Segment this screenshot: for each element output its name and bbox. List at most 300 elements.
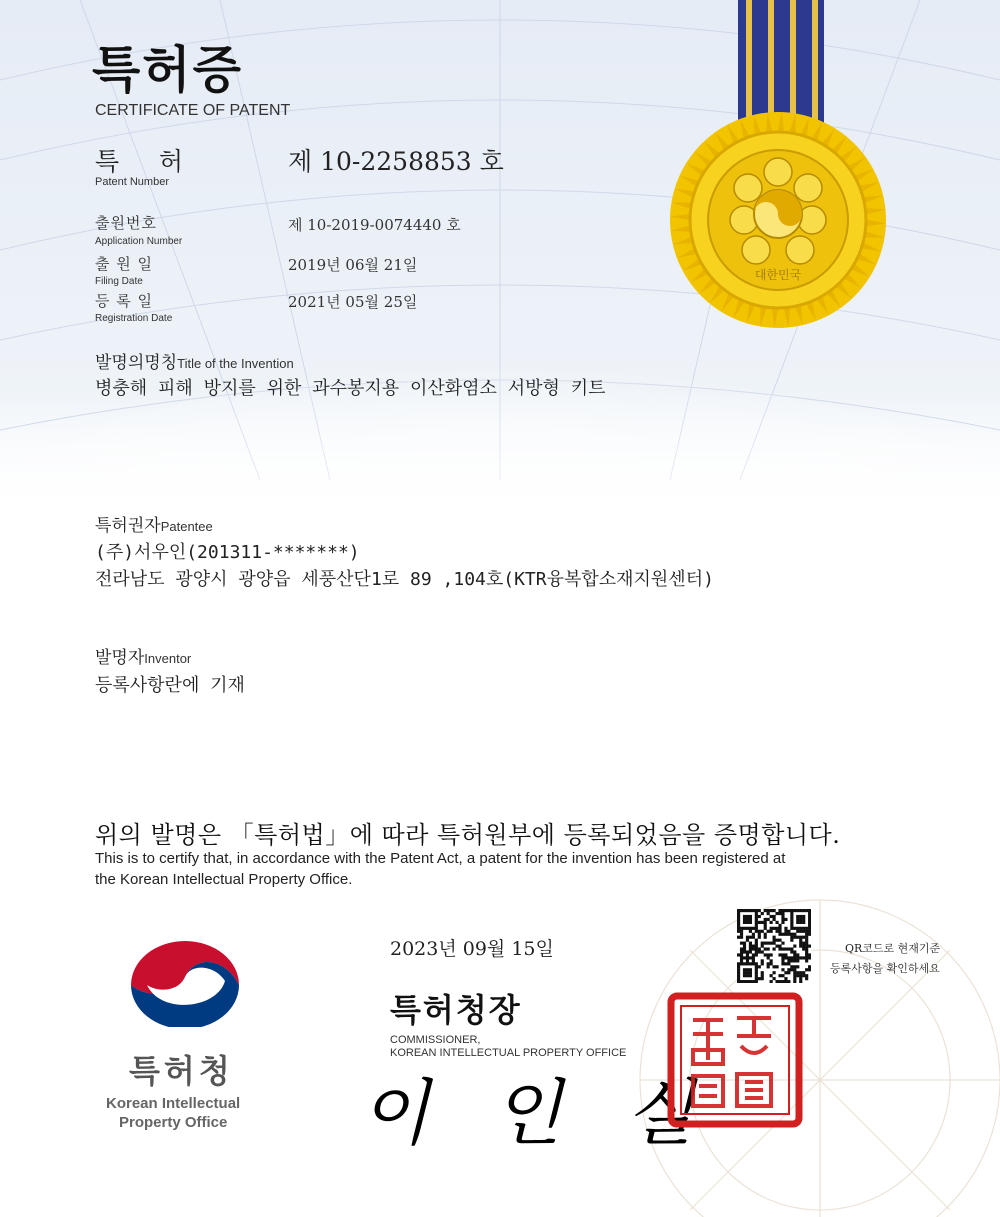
kipo-logo-icon: [125, 935, 245, 1027]
qr-module: [746, 971, 749, 974]
qr-module: [781, 956, 784, 959]
filing-date-value: 2019년 06월 21일: [288, 256, 418, 274]
qr-module: [743, 974, 746, 977]
qr-module: [808, 933, 811, 936]
qr-module: [805, 959, 808, 962]
qr-code[interactable]: [737, 909, 811, 983]
qr-module: [805, 977, 808, 980]
qr-note-line1: QR코드로 현재기준: [845, 942, 941, 955]
qr-module: [805, 930, 808, 933]
qr-module: [758, 915, 761, 918]
qr-module: [793, 909, 796, 912]
qr-module: [749, 974, 752, 977]
qr-module: [790, 924, 793, 927]
qr-module: [746, 921, 749, 924]
qr-module: [752, 956, 755, 959]
qr-module: [761, 974, 764, 977]
qr-module: [740, 953, 743, 956]
qr-module: [740, 980, 743, 983]
qr-module: [770, 930, 773, 933]
qr-module: [805, 933, 808, 936]
qr-module: [737, 965, 740, 968]
qr-module: [740, 950, 743, 953]
qr-module: [805, 909, 808, 912]
qr-module: [767, 956, 770, 959]
qr-module: [778, 947, 781, 950]
qr-module: [808, 927, 811, 930]
qr-module: [761, 945, 764, 948]
qr-module: [749, 915, 752, 918]
qr-module: [737, 927, 740, 930]
qr-module: [793, 956, 796, 959]
qr-module: [787, 968, 790, 971]
qr-module: [778, 924, 781, 927]
certification-statement-en-line2: the Korean Intellectual Property Office.: [95, 871, 353, 888]
qr-module: [784, 947, 787, 950]
qr-module: [796, 909, 799, 912]
qr-module: [737, 962, 740, 965]
qr-module: [773, 971, 776, 974]
qr-module: [793, 945, 796, 948]
qr-module: [755, 977, 758, 980]
qr-module: [767, 909, 770, 912]
patentee-name: (주)서우인(201311-*******): [95, 542, 360, 563]
qr-module: [770, 942, 773, 945]
qr-module: [755, 980, 758, 983]
qr-module: [805, 956, 808, 959]
qr-module: [793, 953, 796, 956]
qr-module: [805, 950, 808, 953]
qr-module: [802, 921, 805, 924]
qr-module: [778, 909, 781, 912]
commissioner-title-en-line2: KOREAN INTELLECTUAL PROPERTY OFFICE: [390, 1047, 627, 1059]
qr-module: [773, 927, 776, 930]
qr-module: [761, 921, 764, 924]
qr-module: [752, 945, 755, 948]
qr-module: [773, 936, 776, 939]
qr-module: [773, 939, 776, 942]
qr-module: [799, 980, 802, 983]
qr-module: [781, 921, 784, 924]
qr-module: [740, 956, 743, 959]
qr-module: [758, 950, 761, 953]
qr-module: [767, 918, 770, 921]
qr-module: [773, 942, 776, 945]
qr-module: [775, 930, 778, 933]
qr-module: [770, 980, 773, 983]
qr-module: [749, 947, 752, 950]
qr-module: [761, 962, 764, 965]
qr-module: [793, 977, 796, 980]
qr-module: [740, 930, 743, 933]
qr-module: [758, 933, 761, 936]
qr-module: [790, 933, 793, 936]
qr-module: [743, 980, 746, 983]
qr-module: [778, 945, 781, 948]
qr-module: [770, 962, 773, 965]
patentee-label-ko: 특허권자: [95, 516, 161, 536]
commissioner-title-ko: 특허청장: [390, 991, 522, 1029]
qr-module: [746, 939, 749, 942]
qr-module: [767, 965, 770, 968]
qr-module: [737, 915, 740, 918]
qr-module: [808, 953, 811, 956]
qr-module: [802, 956, 805, 959]
qr-module: [737, 912, 740, 915]
qr-module: [773, 918, 776, 921]
qr-module: [799, 977, 802, 980]
qr-module: [799, 974, 802, 977]
certification-statement-ko: 위의 발명은 「특허법」에 따라 특허원부에 등록되었음을 증명합니다.: [95, 821, 841, 849]
qr-module: [799, 936, 802, 939]
qr-module: [770, 974, 773, 977]
qr-module: [784, 977, 787, 980]
qr-module: [793, 933, 796, 936]
qr-module: [781, 942, 784, 945]
qr-module: [790, 915, 793, 918]
qr-module: [770, 909, 773, 912]
registration-date-value: 2021년 05월 25일: [288, 293, 418, 311]
qr-module: [781, 953, 784, 956]
qr-module: [746, 918, 749, 921]
qr-module: [767, 912, 770, 915]
qr-module: [755, 942, 758, 945]
qr-module: [784, 918, 787, 921]
qr-module: [787, 947, 790, 950]
qr-module: [749, 980, 752, 983]
qr-module: [740, 962, 743, 965]
qr-module: [775, 939, 778, 942]
qr-module: [778, 980, 781, 983]
qr-module: [749, 909, 752, 912]
qr-module: [746, 915, 749, 918]
qr-module: [787, 909, 790, 912]
qr-module: [790, 918, 793, 921]
qr-module: [770, 915, 773, 918]
qr-module: [752, 947, 755, 950]
qr-module: [802, 945, 805, 948]
qr-module: [767, 953, 770, 956]
qr-module: [775, 965, 778, 968]
qr-module: [755, 921, 758, 924]
qr-module: [796, 918, 799, 921]
qr-module: [737, 971, 740, 974]
inventor-label-en: Inventor: [144, 651, 192, 666]
qr-module: [781, 915, 784, 918]
qr-module: [808, 912, 811, 915]
qr-module: [749, 971, 752, 974]
qr-module: [787, 933, 790, 936]
qr-module: [767, 942, 770, 945]
qr-module: [740, 936, 743, 939]
qr-module: [764, 953, 767, 956]
qr-module: [767, 962, 770, 965]
qr-module: [775, 980, 778, 983]
qr-module: [796, 921, 799, 924]
qr-module: [796, 936, 799, 939]
qr-module: [775, 927, 778, 930]
qr-module: [793, 980, 796, 983]
qr-module: [743, 968, 746, 971]
qr-module: [749, 945, 752, 948]
qr-module: [781, 909, 784, 912]
gold-medal: [670, 112, 886, 328]
qr-module: [799, 971, 802, 974]
qr-module: [805, 947, 808, 950]
qr-module: [755, 930, 758, 933]
qr-module: [752, 959, 755, 962]
qr-module: [737, 921, 740, 924]
qr-module: [778, 933, 781, 936]
qr-module: [787, 956, 790, 959]
qr-module: [805, 953, 808, 956]
qr-module: [808, 918, 811, 921]
qr-module: [764, 918, 767, 921]
qr-module: [784, 971, 787, 974]
certification-statement-en-line1: This is to certify that, in accordance with the Patent Act, a patent for the invention has been registered at: [95, 850, 786, 867]
qr-module: [802, 909, 805, 912]
application-number-label-en: Application Number: [95, 236, 183, 247]
application-number-value: 제 10-2019-0074440 호: [288, 216, 461, 234]
qr-module: [773, 909, 776, 912]
qr-module: [743, 956, 746, 959]
qr-module: [808, 968, 811, 971]
qr-module: [790, 912, 793, 915]
qr-module: [737, 909, 740, 912]
qr-module: [790, 909, 793, 912]
qr-module: [737, 968, 740, 971]
qr-module: [802, 930, 805, 933]
qr-module: [758, 936, 761, 939]
qr-module: [764, 909, 767, 912]
invention-title-label-ko: 발명의명칭: [95, 353, 178, 373]
qr-module: [790, 959, 793, 962]
qr-module: [746, 959, 749, 962]
qr-module: [749, 950, 752, 953]
qr-module: [743, 915, 746, 918]
qr-module: [761, 942, 764, 945]
qr-module: [761, 977, 764, 980]
qr-module: [784, 909, 787, 912]
qr-module: [755, 962, 758, 965]
qr-module: [749, 956, 752, 959]
qr-module: [784, 927, 787, 930]
qr-module: [781, 974, 784, 977]
qr-module: [808, 956, 811, 959]
qr-module: [770, 959, 773, 962]
qr-module: [796, 971, 799, 974]
qr-module: [737, 930, 740, 933]
qr-module: [761, 959, 764, 962]
qr-module: [773, 977, 776, 980]
qr-module: [740, 927, 743, 930]
qr-module: [802, 927, 805, 930]
kipo-name-en-line2: Property Office: [119, 1114, 228, 1131]
qr-module: [743, 927, 746, 930]
qr-module: [805, 936, 808, 939]
qr-module: [805, 939, 808, 942]
qr-module: [775, 945, 778, 948]
qr-module: [796, 930, 799, 933]
qr-module: [743, 950, 746, 953]
qr-module: [737, 924, 740, 927]
medal-seal: [650, 0, 910, 330]
qr-module: [752, 980, 755, 983]
qr-module: [758, 909, 761, 912]
qr-module: [781, 912, 784, 915]
qr-module: [799, 945, 802, 948]
qr-module: [740, 933, 743, 936]
qr-module: [784, 933, 787, 936]
qr-module: [743, 918, 746, 921]
qr-module: [802, 971, 805, 974]
qr-module: [781, 933, 784, 936]
qr-module: [787, 959, 790, 962]
qr-module: [796, 915, 799, 918]
qr-module: [773, 947, 776, 950]
qr-module: [802, 918, 805, 921]
qr-module: [778, 939, 781, 942]
qr-module: [802, 942, 805, 945]
qr-module: [805, 927, 808, 930]
qr-module: [746, 936, 749, 939]
qr-module: [787, 962, 790, 965]
qr-module: [764, 933, 767, 936]
patent-number-label-en: Patent Number: [95, 176, 169, 188]
qr-module: [755, 945, 758, 948]
qr-module: [755, 953, 758, 956]
qr-module: [749, 942, 752, 945]
qr-module: [746, 968, 749, 971]
qr-module: [805, 942, 808, 945]
qr-module: [746, 950, 749, 953]
qr-module: [746, 980, 749, 983]
qr-module: [799, 915, 802, 918]
qr-module: [799, 909, 802, 912]
qr-module: [781, 968, 784, 971]
qr-module: [764, 942, 767, 945]
qr-module: [764, 927, 767, 930]
invention-title-label-en: Title of the Invention: [177, 356, 294, 371]
qr-module: [755, 947, 758, 950]
qr-module: [743, 942, 746, 945]
qr-module: [775, 912, 778, 915]
qr-module: [755, 965, 758, 968]
qr-module: [790, 965, 793, 968]
qr-module: [802, 936, 805, 939]
qr-module: [758, 965, 761, 968]
qr-module: [746, 956, 749, 959]
registration-date-label-en: Registration Date: [95, 313, 173, 324]
invention-title-label: [95, 348, 294, 373]
filing-date-label-en: Filing Date: [95, 276, 143, 287]
qr-module: [746, 953, 749, 956]
application-number-label: 출원번호: [95, 214, 157, 232]
qr-module: [778, 912, 781, 915]
qr-module: [799, 921, 802, 924]
qr-module: [758, 947, 761, 950]
qr-module: [808, 965, 811, 968]
qr-module: [775, 921, 778, 924]
qr-module: [749, 968, 752, 971]
qr-module: [799, 939, 802, 942]
qr-module: [770, 921, 773, 924]
qr-module: [755, 915, 758, 918]
registration-date-label: 등 록 일: [95, 292, 154, 310]
qr-module: [761, 912, 764, 915]
qr-module: [740, 942, 743, 945]
qr-module: [802, 947, 805, 950]
qr-module: [749, 936, 752, 939]
commissioner-signature: 이 인 실: [360, 1071, 715, 1155]
qr-module: [799, 927, 802, 930]
qr-module: [784, 962, 787, 965]
inventor-value: 등록사항란에 기재: [95, 675, 245, 696]
qr-module: [746, 909, 749, 912]
qr-module: [781, 962, 784, 965]
qr-module: [796, 959, 799, 962]
qr-module: [796, 965, 799, 968]
patentee-label: [95, 511, 213, 536]
qr-module: [770, 953, 773, 956]
qr-module: [755, 968, 758, 971]
qr-module: [784, 930, 787, 933]
inventor-label: [95, 643, 191, 668]
qr-module: [743, 971, 746, 974]
qr-module: [758, 921, 761, 924]
qr-module: [767, 947, 770, 950]
qr-module: [743, 962, 746, 965]
qr-module: [805, 945, 808, 948]
qr-module: [740, 909, 743, 912]
official-stamp: [665, 990, 805, 1130]
qr-module: [755, 971, 758, 974]
kipo-name-en-line1: Korean Intellectual: [106, 1095, 241, 1112]
qr-module: [790, 939, 793, 942]
qr-module: [755, 912, 758, 915]
invention-title: 병충해 피해 방지를 위한 과수봉지용 이산화염소 서방형 키트: [95, 378, 606, 399]
qr-module: [784, 953, 787, 956]
qr-module: [793, 965, 796, 968]
qr-module: [737, 980, 740, 983]
qr-module: [787, 971, 790, 974]
qr-module: [743, 921, 746, 924]
qr-module: [737, 953, 740, 956]
qr-module: [737, 936, 740, 939]
kipo-name-ko: 특허청: [129, 1052, 234, 1090]
qr-module: [755, 950, 758, 953]
qr-module: [781, 947, 784, 950]
qr-module: [752, 953, 755, 956]
qr-module: [793, 971, 796, 974]
qr-module: [743, 947, 746, 950]
qr-module: [790, 921, 793, 924]
qr-module: [749, 921, 752, 924]
qr-module: [755, 974, 758, 977]
qr-module: [743, 909, 746, 912]
qr-module: [746, 927, 749, 930]
qr-module: [808, 930, 811, 933]
qr-module: [767, 930, 770, 933]
qr-module: [784, 980, 787, 983]
patentee-address: 전라남도 광양시 광양읍 세풍산단1로 89 ,104호(KTR융복합소재지원센터): [95, 569, 714, 590]
qr-module: [749, 927, 752, 930]
qr-module: [781, 959, 784, 962]
qr-module: [784, 956, 787, 959]
qr-module: [790, 936, 793, 939]
filing-date-label: 출 원 일: [95, 255, 154, 273]
qr-module: [778, 930, 781, 933]
